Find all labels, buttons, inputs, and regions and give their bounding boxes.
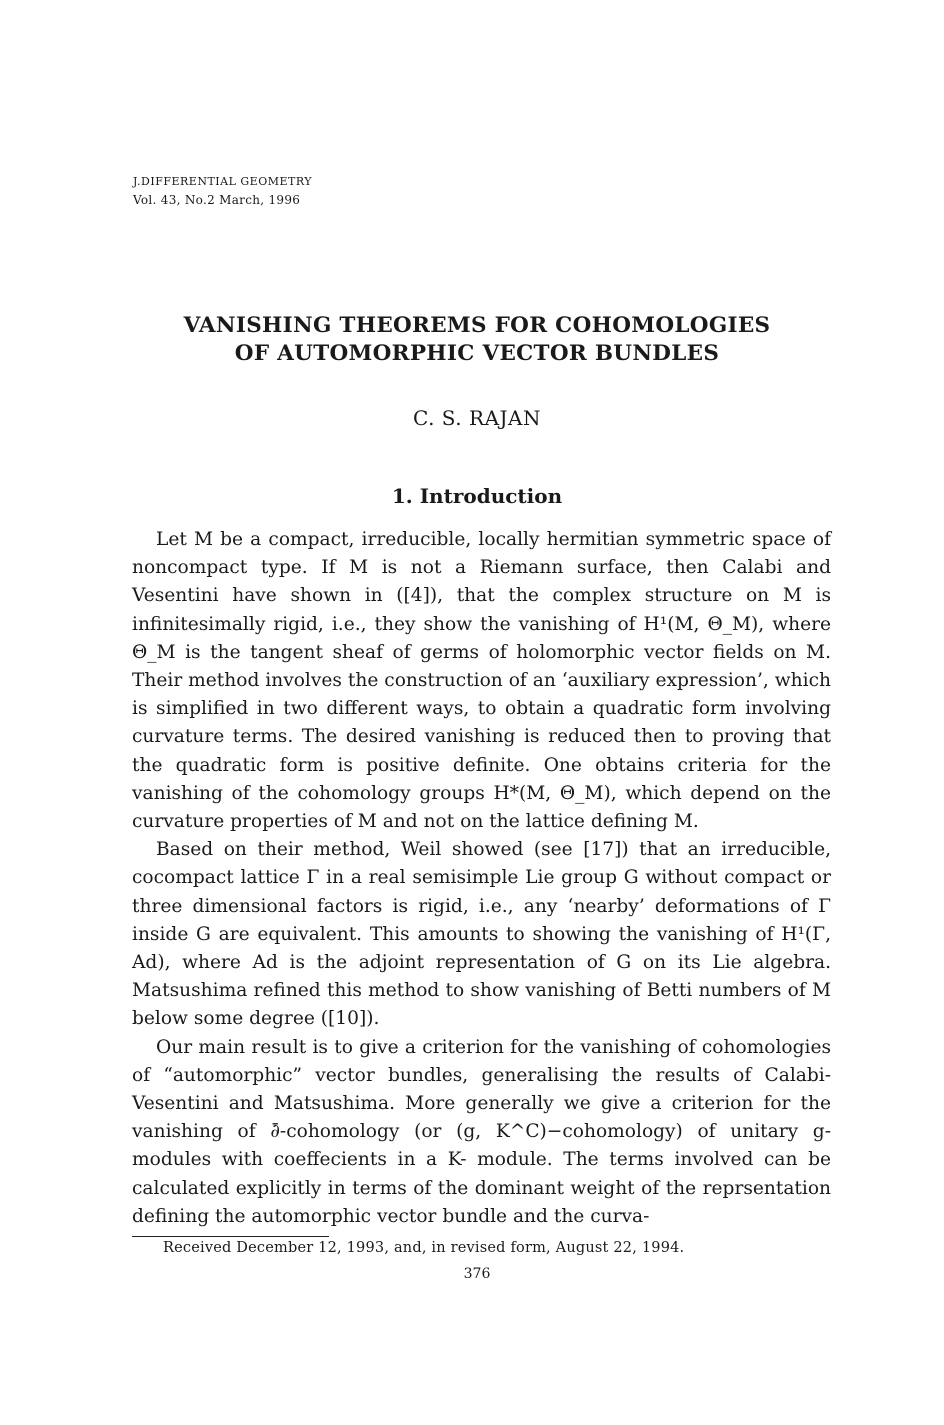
section-heading: 1. Introduction (391, 484, 563, 508)
paragraph: Our main result is to give a criterion for the vanishing of cohomologies of “automorphic” vector bundles, generalising the results of Calabi-Vesentini and Matsushima. More generally we give a criterion for the vanishing of ∂̄-cohomology (or (g, K^C)−cohomology) of unitary g- modules with coeffecients in a K- module. The terms involved can be calculated explicitly in terms of the dominant weight of the reprsentation defining the automorphic vector bundle and the curva- (132, 1036, 831, 1227)
paragraph: Let M be a compact, irreducible, locally hermitian symmetric space of noncompact type. If M is not a Riemann surface, then Calabi and Vesentini have shown in ([4]), that the complex structure on M is infinitesimally rigid, i.e., they show the vanishing of H¹(M, Θ_M), where Θ_M is the tangent sheaf of germs of holomorphic vector fields on M. Their method involves the construction of an ‘auxiliary expression’, which is simplified in two different ways, to obtain a quadratic form involving curvature terms. The desired vanishing is reduced then to proving that the quadratic form is positive definite. One obtains criteria for the vanishing of the cohomology groups H*(M, Θ_M), which depend on the curvature properties of M and not on the lattice defining M. (132, 529, 831, 833)
title-line-2: OF AUTOMORPHIC VECTOR BUNDLES (234, 341, 720, 366)
footnote-divider (132, 1236, 329, 1237)
journal-name: J.DIFFERENTIAL GEOMETRY (133, 175, 313, 188)
journal-volume: Vol. 43, No.2 March, 1996 (133, 193, 301, 207)
paper-title (120, 312, 834, 368)
page-number: 376 (463, 1266, 491, 1282)
footnote: Received December 12, 1993, and, in revised form, August 22, 1994. (163, 1240, 685, 1256)
body-text (132, 526, 831, 1231)
author: C. S. RAJAN (413, 406, 541, 430)
paragraph: Based on their method, Weil showed (see [17]) that an irreducible, cocompact lattice Γ in a real semisimple Lie group G without compact or three dimensional factors is rigid, i.e., any ‘nearby’ deformations of Γ inside G are equivalent. This amounts to showing the vanishing of H¹(Γ, Ad), where Ad is the adjoint representation of G on its Lie algebra. Matsushima refined this method to show vanishing of Betti numbers of M below some degree ([10]). (132, 839, 831, 1030)
journal-header (133, 172, 312, 210)
title-line-1: VANISHING THEOREMS FOR COHOMOLOGIES (183, 313, 771, 338)
